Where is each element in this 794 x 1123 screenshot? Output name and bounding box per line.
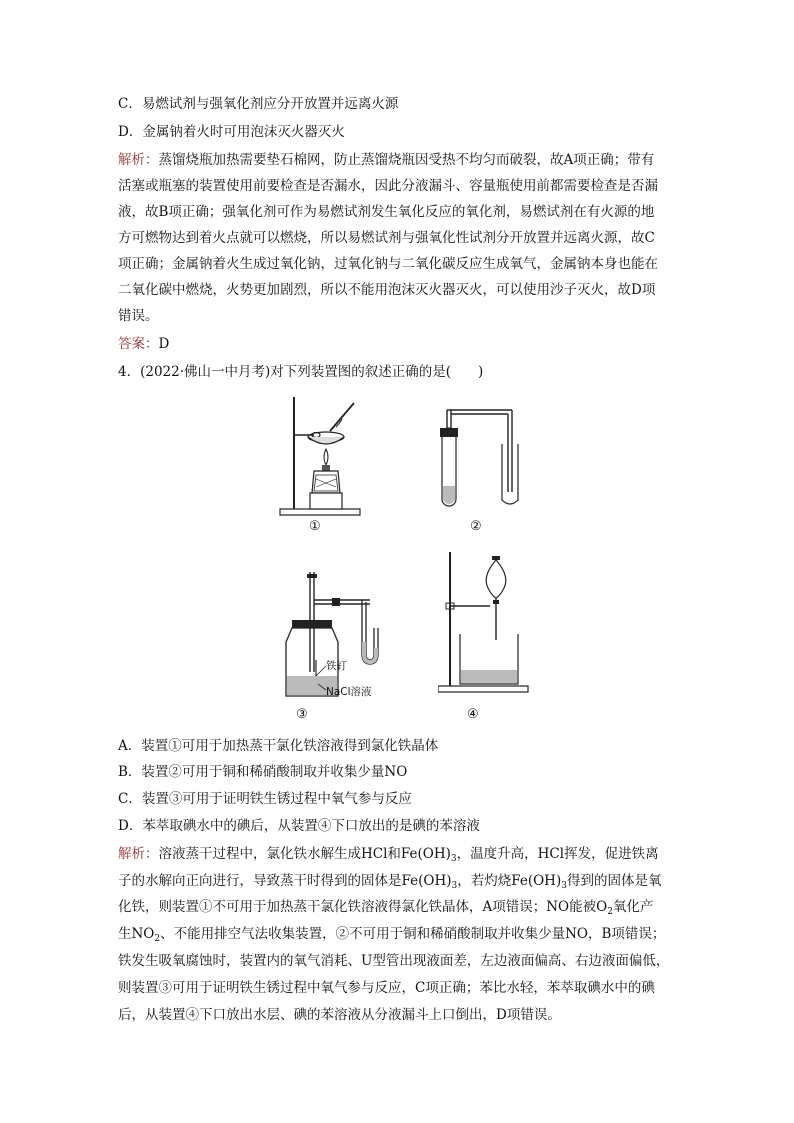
analysis-q3-line3: 液，故B项正确；强氧化剂可作为易燃试剂发生氧化反应的氧化剂，易燃试剂在有火源的地 — [118, 204, 655, 220]
analysis-q3-line7: 错误。 — [118, 308, 159, 324]
apparatus-4-figure — [438, 548, 530, 698]
analysis-q3-line2: 活塞或瓶塞的装置使用前要检查是否漏水，因此分液漏斗、容量瓶使用前都需要检查是否漏 — [118, 178, 658, 194]
subscript: 3 — [450, 854, 457, 864]
question-4-stem: 4．(2022·佛山一中月考)对下列装置图的叙述正确的是( ) — [118, 364, 484, 380]
apparatus-2-figure — [430, 408, 526, 512]
option-c-q3: C．易燃试剂与强氧化剂应分开放置并远离火源 — [118, 96, 399, 112]
analysis-q4-line2 — [118, 870, 661, 897]
analysis-q3-line5: 项正确；金属钠着火生成过氧化钠，过氧化钠与二氧化碳反应生成氧气，金属钠本身也能在 — [118, 256, 658, 272]
u-tube — [360, 598, 384, 670]
subscript: 2 — [154, 934, 161, 944]
analysis-q3-line4: 方可燃物达到着火点就可以燃烧，所以易燃试剂与强氧化性试剂分开放置并远离火源，故C — [118, 230, 655, 246]
figure-label-1: ① — [309, 519, 321, 534]
option-d-q3: D．金属钠着火时可用泡沫灭火器灭火 — [118, 124, 345, 140]
analysis-q4-line6: 则装置③可用于证明铁生锈过程中氧气参与反应，C项正确；苯比水轻，苯萃取碘水中的碘 — [118, 980, 655, 996]
solution-label: NaCl溶液 — [326, 686, 372, 698]
figure-label-4: ④ — [467, 707, 479, 722]
analysis-text: ，温度升高，HCl挥发，促进铁离 — [456, 846, 659, 862]
analysis-text: 得到的固体是氧 — [566, 873, 662, 889]
option-c-q4: C．装置③可用于证明铁生锈过程中氧气参与反应 — [118, 791, 412, 807]
analysis-q4-line7: 后，从装置④下口放出水层、碘的苯溶液从分液漏斗上口倒出，D项错误。 — [118, 1007, 561, 1023]
nail-label: 铁钉 — [326, 660, 347, 672]
analysis-text: 氧化产 — [612, 899, 654, 915]
option-b-q4: B．装置②可用于铜和稀硝酸制取并收集少量NO — [118, 764, 408, 780]
analysis-text: 溶液蒸干过程中，氯化铁水解生成HCl和Fe(OH) — [158, 846, 451, 862]
analysis-q4-line5: 铁发生吸氧腐蚀时，装置内的氧气消耗、U型管出现液面差，左边液面偏高、右边液面偏低， — [118, 953, 670, 969]
analysis-label-q4: 解析： — [118, 846, 159, 862]
subscript: 2 — [607, 907, 613, 917]
figure-label-3: ③ — [296, 707, 308, 722]
analysis-text: 生NO — [118, 926, 155, 942]
subscript: 3 — [451, 881, 458, 891]
answer-q3 — [118, 333, 169, 355]
label-leader-lines — [314, 664, 328, 692]
analysis-q4-line1 — [118, 843, 659, 870]
option-a-q4: A．装置①可用于加热蒸干氯化铁溶液得到氯化铁晶体 — [118, 738, 439, 754]
analysis-q4-line3 — [118, 896, 653, 923]
answer-value: D — [158, 336, 170, 352]
analysis-text: 子的水解向正向进行，导致蒸干时得到的固体是Fe(OH) — [118, 873, 452, 889]
answer-label: 答案： — [118, 336, 159, 352]
apparatus-1-figure — [278, 393, 362, 519]
analysis-q3-line1 — [118, 149, 654, 171]
analysis-text: ，若灼烧Fe(OH) — [457, 873, 562, 889]
figure-label-2: ② — [470, 519, 482, 534]
analysis-q3-line6: 二氧化碳中燃烧，火势更加剧烈，所以不能用泡沫灭火器灭火，可以使用沙子灭火，故D项 — [118, 282, 656, 298]
analysis-q4-line4 — [118, 923, 665, 950]
option-d-q4: D．苯萃取碘水中的碘后，从装置④下口放出的是碘的苯溶液 — [118, 818, 480, 834]
analysis-text: 化铁，则装置①不可用于加热蒸干氯化铁溶液得氯化铁晶体，A项错误；NO能被O — [118, 899, 608, 915]
analysis-label: 解析： — [118, 152, 159, 168]
analysis-text: 蒸馏烧瓶加热需要垫石棉网，防止蒸馏烧瓶因受热不均匀而破裂，故A项正确；带有 — [158, 152, 655, 168]
analysis-text: 、不能用排空气法收集装置，②不可用于铜和稀硝酸制取并收集少量NO，B项错误； — [160, 926, 666, 942]
subscript: 3 — [561, 881, 567, 891]
